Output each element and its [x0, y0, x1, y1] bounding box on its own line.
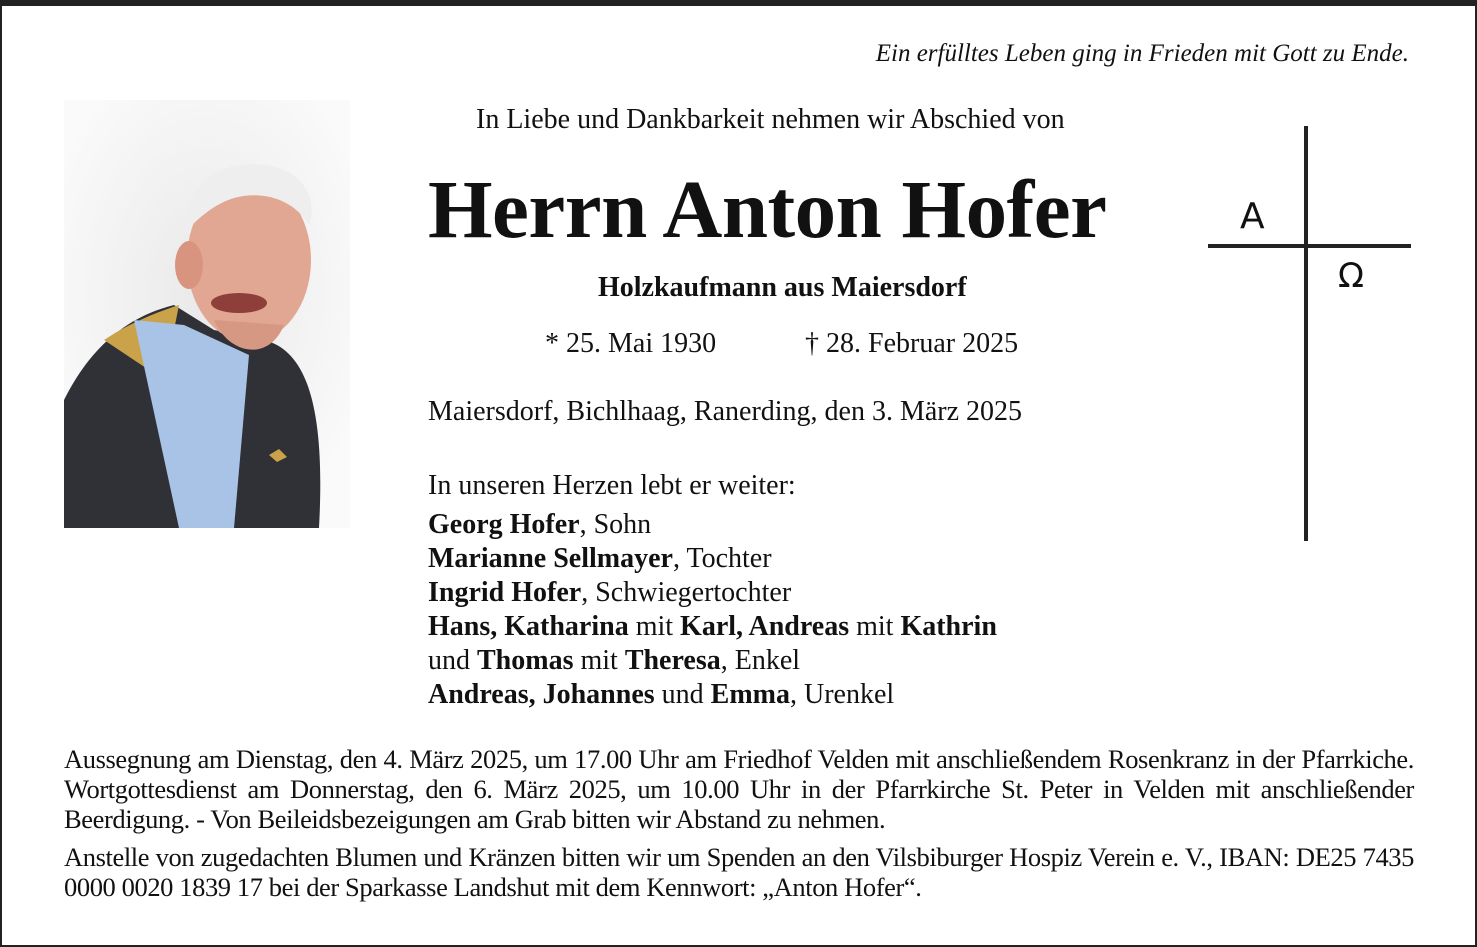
donation-request-text: Anstelle von zugedachten Blumen und Kränzen bitten wir um Spenden an den Vilsbiburger Hospiz Verein e. V., IBAN: DE25 7435 0000 0020 1839 17 bei der Sparkasse Landshut mit dem Kennwort: „Anton Hofer“. — [64, 842, 1414, 902]
alpha-symbol: A — [1240, 196, 1265, 237]
mourner-relation: , Sohn — [579, 509, 652, 540]
mourner-great-grandchildren — [428, 678, 997, 712]
funeral-info — [64, 744, 1414, 902]
mourner-relation: , Enkel — [720, 645, 801, 676]
connector-text: und — [428, 645, 477, 676]
mourner-name: Marianne Sellmayer — [428, 543, 673, 574]
mourner-name: Hans, Katharina — [428, 611, 629, 642]
mourner-son — [428, 508, 997, 542]
funeral-schedule-text: Aussegnung am Dienstag, den 4. März 2025, um 17.00 Uhr am Friedhof Velden mit anschließendem Rosenkranz in der Pfarrkiche. Wortgottesdienst am Donnerstag, den 6. März 2025, um 10.00 Uhr in der Pfarrkirche St. Peter in Velden mit anschließender Beerdigung. - Von Beileidsbezeigungen am Grab bitten wir Abstand zu nehmen. — [64, 744, 1414, 834]
mourner-daughter-in-law — [428, 576, 997, 610]
mourner-name: Andreas, Johannes — [428, 679, 655, 710]
mourner-grandchildren-line-1 — [428, 610, 997, 644]
connector-text: mit — [573, 645, 625, 676]
cross-horizontal-bar — [1208, 244, 1411, 248]
mourner-name: Emma — [710, 679, 790, 710]
mourner-name: Thomas — [477, 645, 574, 676]
mourner-name: Karl, Andreas — [680, 611, 850, 642]
place-date-line: Maiersdorf, Bichlhaag, Ranerding, den 3. März 2025 — [428, 396, 1023, 427]
mourner-relation: , Schwiegertochter — [581, 577, 792, 608]
motto-quote: Ein erfülltes Leben ging in Frieden mit Gott zu Ende. — [875, 40, 1409, 67]
mourners-heading: In unseren Herzen lebt er weiter: — [428, 470, 796, 501]
mourner-grandchildren-line-2 — [428, 644, 997, 678]
death-date: † 28. Februar 2025 — [805, 328, 1019, 359]
profession-line: Holzkaufmann aus Maiersdorf — [598, 272, 967, 303]
mourners-list — [428, 508, 997, 712]
mourner-name: Ingrid Hofer — [428, 577, 582, 608]
mourner-relation: , Urenkel — [789, 679, 895, 710]
mourner-name: Kathrin — [900, 611, 997, 642]
connector-text: mit — [628, 611, 681, 642]
deceased-name: Herrn Anton Hofer — [428, 163, 1107, 255]
connector-text: mit — [849, 611, 901, 642]
connector-text: und — [654, 679, 711, 710]
birth-date: * 25. Mai 1930 — [545, 328, 717, 359]
omega-symbol: Ω — [1338, 256, 1364, 296]
portrait-photo — [64, 100, 350, 528]
mourner-relation: , Tochter — [672, 543, 772, 574]
mourner-daughter — [428, 542, 997, 576]
cross-vertical-bar — [1304, 126, 1308, 541]
mourner-name: Georg Hofer — [428, 509, 580, 540]
intro-line: In Liebe und Dankbarkeit nehmen wir Abschied von — [476, 104, 1065, 135]
mourner-name: Theresa — [624, 645, 721, 676]
